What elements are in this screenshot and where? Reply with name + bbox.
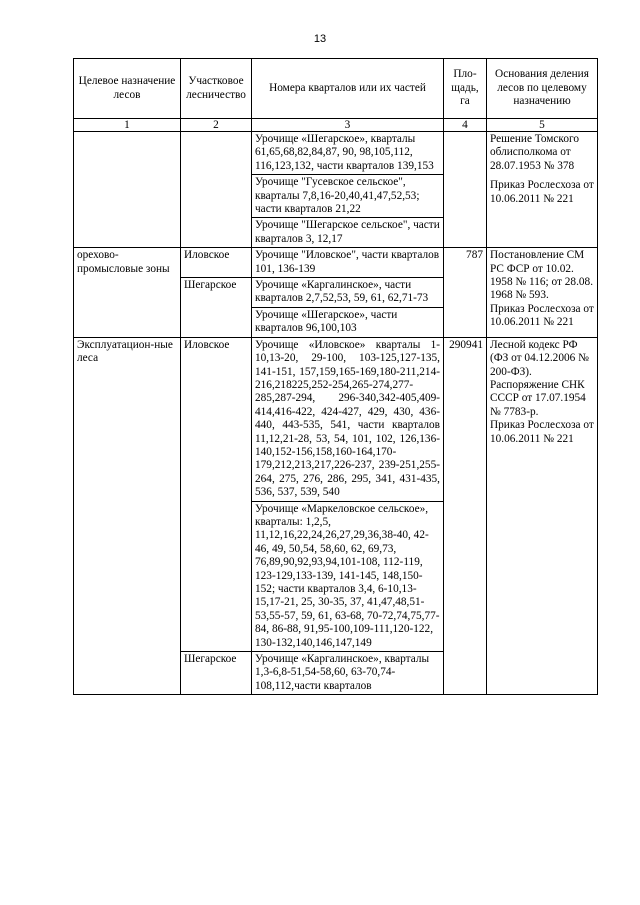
quarters-cell: Урочище «Каргалинское», части кварталов 2,7,52,53, 59, 61, 62,71-73 <box>252 278 444 308</box>
quarters-cell: Урочище «Маркеловское сельское», кварталы: 1,2,5, 11,12,16,22,24,26,27,29,36,38-40, 42-46, 49, 50,54, 58,60, 62, 69,73, 76,89,90,92,93,94,101-108, 112-119, 123-129,133-139, 141-145, 148,150-152; части кварталов 3,4, 6-10,13-15,17-21, 25, 30-35, 37, 41,47,48,51-53,55-57, 59, 61, 63-68, 70-72,74,75,77-84, 86-88, 91,95-100,109-111,120-122, 130-132,140,146,147,149 <box>252 501 444 651</box>
basis-text: Приказ Рослесхоза от 10.06.2011 № 221 <box>490 302 594 329</box>
basis-cell <box>487 337 598 695</box>
quarters-cell: Урочище "Иловское", части кварталов 101, 136-139 <box>252 248 444 278</box>
page-number: 13 <box>313 33 327 45</box>
header-purpose: Целевое назначение лесов <box>74 59 181 119</box>
column-number: 5 <box>487 119 598 132</box>
basis-cell <box>487 132 598 248</box>
column-number-row <box>74 119 598 132</box>
quarters-cell: Урочище «Каргалинское», кварталы 1,3-6,8-51,54-58,60, 63-70,74-108,112,части кварталов <box>252 652 444 695</box>
area-cell: 787 <box>444 248 487 337</box>
header-row <box>74 59 598 119</box>
quarters-cell: Урочище «Шегарское», части кварталов 96,100,103 <box>252 307 444 337</box>
area-cell: 290941 <box>444 337 487 695</box>
basis-text: Приказ Рослесхоза от 10.06.2011 № 221 <box>490 179 594 205</box>
quarters-cell: Урочище "Шегарское сельское", части кварталов 3, 12,17 <box>252 218 444 248</box>
column-number: 2 <box>181 119 252 132</box>
header-forestry: Участковое лесничество <box>181 59 252 119</box>
forestry-cell: Шегарское <box>181 278 252 338</box>
area-cell <box>444 132 487 248</box>
basis-text: Распоряжение СНК СССР от 17.07.1954 № 7783-р. <box>490 378 586 418</box>
purpose-cell: орехово-промысловые зоны <box>74 248 181 337</box>
table-row <box>74 337 598 501</box>
quarters-cell: Урочище «Шегарское», кварталы 61,65,68,82,84,87, 90, 98,105,112, 116,123,132, части кварталов 139,153 <box>252 132 444 175</box>
purpose-cell <box>74 132 181 248</box>
header-quarters: Номера кварталов или их частей <box>252 59 444 119</box>
forestry-cell: Иловское <box>181 337 252 651</box>
column-number: 1 <box>74 119 181 132</box>
basis-text: Решение Томского облисполкома от 28.07.1953 № 378 <box>490 133 580 172</box>
basis-cell <box>487 248 598 337</box>
column-number: 3 <box>252 119 444 132</box>
forestry-cell: Шегарское <box>181 652 252 695</box>
basis-text: Приказ Рослесхоза от 10.06.2011 № 221 <box>490 419 594 445</box>
table-row <box>74 132 598 175</box>
basis-text: Лесной кодекс РФ (ФЗ от 04.12.2006 № 200-ФЗ). <box>490 338 589 378</box>
header-area: Пло-щадь, га <box>444 59 487 119</box>
quarters-cell: Урочище "Гусевское сельское", кварталы 7,8,16-20,40,41,47,52,53; части кварталов 21,22 <box>252 175 444 218</box>
purpose-cell: Эксплуатацион-ные леса <box>74 337 181 695</box>
forest-purpose-table <box>73 58 598 695</box>
basis-text: Постановление СМ РС ФСР от 10.02. 1958 № 116; от 28.08. 1968 № 593. <box>490 249 594 302</box>
header-basis: Основания деления лесов по целевому назначению <box>487 59 598 119</box>
forestry-cell <box>181 132 252 248</box>
forestry-cell: Иловское <box>181 248 252 278</box>
column-number: 4 <box>444 119 487 132</box>
quarters-cell: Урочище «Иловское» кварталы 1-10,13-20, 29-100, 103-125,127-135, 141-151, 157,159,165-169,180-211,214-216,218225,252-254,265-274,277-285,287-294, 296-340,342-405,409-414,416-422, 424-427, 429, 430, 436-440, 443-535, 541, части кварталов 11,12,21-28, 53, 54, 101, 102, 126,136-140,152-156,158,160-164,170-179,212,213,217,226-237, 239-251,255-264, 275, 276, 286, 295, 341, 431-435, 536, 537, 539, 540 <box>252 337 444 501</box>
table-row <box>74 248 598 278</box>
